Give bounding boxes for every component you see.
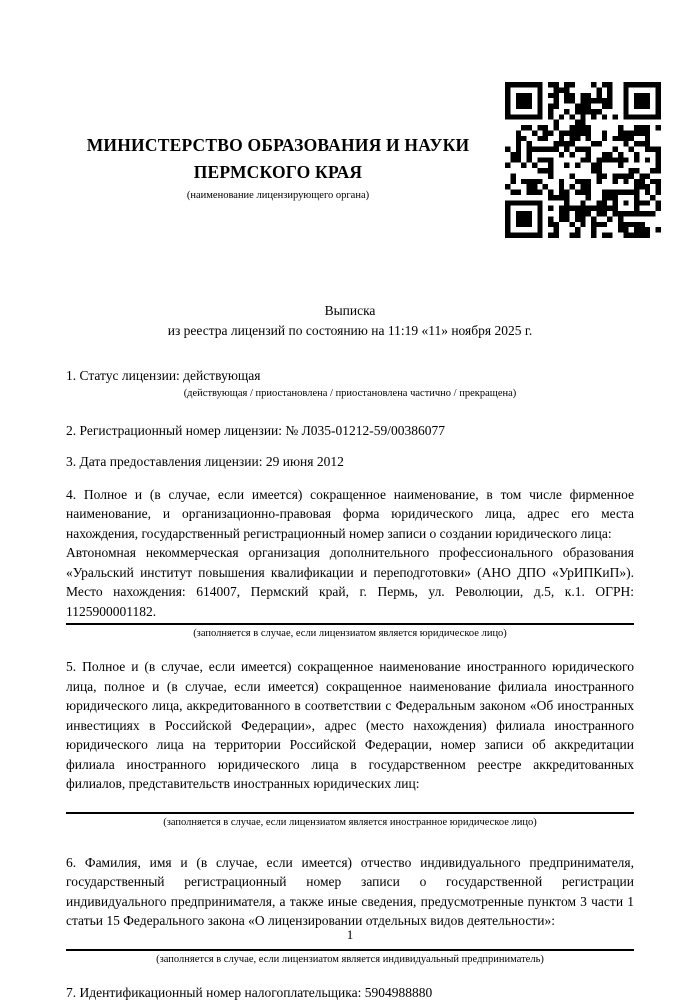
item-5-foreign-entity — [66, 657, 634, 829]
item-4-fill-line — [66, 623, 634, 625]
item-6-fill-line — [66, 949, 634, 951]
ministry-name-caption: (наименование лицензирующего органа) — [66, 190, 490, 201]
item-3-license-date: 3. Дата предоставления лицензии: 29 июня 2012 — [66, 452, 634, 472]
item-4-legal-entity — [66, 485, 634, 641]
ministry-name-line2: ПЕРМСКОГО КРАЯ — [66, 159, 490, 186]
item-1-license-status — [66, 366, 634, 400]
document-title-line2: из реестра лицензий по состоянию на 11:19 «11» ноября 2025 г. — [66, 321, 634, 341]
qr-code-icon — [505, 82, 661, 238]
item-5-text: 5. Полное и (в случае, если имеется) сокращенное наименование иностранного юридического лица, полное и (в случае, если имеется) сокращенное наименование филиала иностранного юридического лица, аккредитованного в соответствии с Федеральным законом «Об иностранных инвестициях в Российской Федерации», адрес (место нахождения) филиала иностранного юридического лица на территории Российской Федерации, номер записи об аккредитации филиала иностранного юридического лица в государственном реестре аккредитованных филиалов, представительств иностранных юридических лиц: — [66, 657, 634, 794]
item-5-value — [66, 794, 634, 810]
item-4-text: 4. Полное и (в случае, если имеется) сокращенное наименование, в том числе фирменное наименование, и организационно-правовая форма юридического лица, адрес его места нахождения, государственный регистрационный номер записи о создании юридического лица: — [66, 485, 634, 544]
document-title — [66, 301, 634, 342]
item-5-fill-line — [66, 812, 634, 814]
document-title-line1: Выписка — [66, 301, 634, 321]
item-4-value: Автономная некоммерческая организация дополнительного профессионального образования «Уральский институт повышения квалификации и переподготовки» (АНО ДПО «УрИПКиП»). Место нахождения: 614007, Пермский край, г. Пермь, ул. Революции, д.5, к.1. ОГРН: 1125900001182. — [66, 543, 634, 621]
licensing-authority-header — [66, 132, 490, 201]
item-7-taxpayer-number: 7. Идентификационный номер налогоплательщика: 5904988880 — [66, 983, 634, 1002]
document-body — [66, 366, 634, 1002]
ministry-name-line1: МИНИСТЕРСТВО ОБРАЗОВАНИЯ И НАУКИ — [66, 132, 490, 159]
item-1-note: (действующая / приостановлена / приостановлена частично / прекращена) — [66, 387, 634, 400]
item-1-text: 1. Статус лицензии: действующая — [66, 366, 634, 386]
item-4-note: (заполняется в случае, если лицензиатом является юридическое лицо) — [66, 627, 634, 640]
page-number: 1 — [0, 927, 700, 943]
item-6-individual-entrepreneur — [66, 853, 634, 966]
item-5-note: (заполняется в случае, если лицензиатом является иностранное юридическое лицо) — [66, 816, 634, 829]
item-6-note: (заполняется в случае, если лицензиатом является индивидуальный предприниматель) — [66, 953, 634, 966]
item-6-text: 6. Фамилия, имя и (в случае, если имеется) отчество индивидуального предпринимателя, государственный регистрационный номер записи о государственной регистрации индивидуального предпринимателя, а также иные сведения, предусмотренные пунктом 3 части 1 статьи 15 Федерального закона «О лицензировании отдельных видов деятельности»: — [66, 853, 634, 931]
item-2-registration-number: 2. Регистрационный номер лицензии: № Л035-01212-59/00386077 — [66, 421, 634, 441]
